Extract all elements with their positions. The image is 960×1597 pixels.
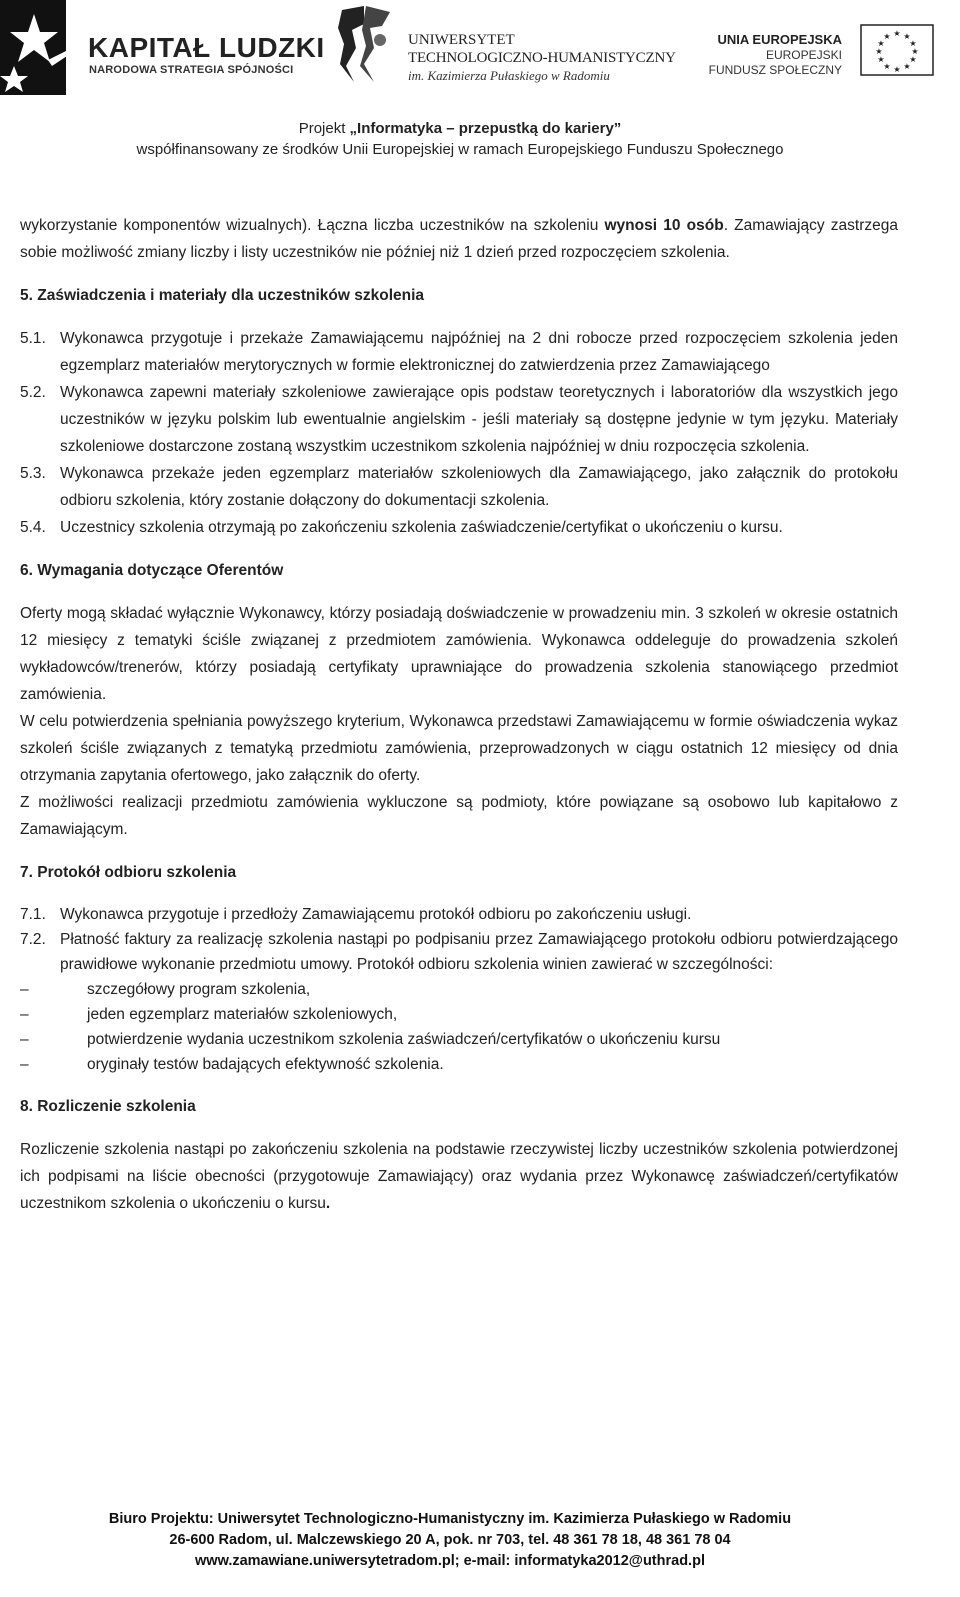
svg-text:★: ★	[883, 32, 891, 41]
list-item	[20, 460, 898, 514]
svg-text:★: ★	[893, 65, 901, 74]
eu-flag-icon	[860, 24, 934, 76]
item-text: Wykonawca przekaże jeden egzemplarz materiałów szkoleniowych dla Zamawiającego, jako załącznik do protokołu odbioru szkolenia, który zostanie dołączony do dokumentacji szkolenia.	[60, 465, 898, 509]
item-number: 5.2.	[20, 384, 46, 401]
item-number: 5.4.	[20, 519, 46, 536]
section-6-heading: 6. Wymagania dotyczące Oferentów	[20, 562, 284, 579]
section-8-text-end: .	[325, 1195, 331, 1212]
section-6-paragraph: Z możliwości realizacji przedmiotu zamówienia wykluczone są podmioty, które powiązane są osobowo lub kapitałowo z Zamawiającym.	[20, 794, 898, 838]
bullet-item	[20, 1002, 898, 1027]
list-item	[20, 379, 898, 460]
kapital-ludzki-title: KAPITAŁ LUDZKI	[88, 32, 325, 63]
university-name-line3: im. Kazimierza Pułaskiego w Radomiu	[408, 68, 610, 83]
section-7-heading: 7. Protokół odbioru szkolenia	[20, 864, 237, 881]
item-number: 5.3.	[20, 465, 46, 482]
item-text: Uczestnicy szkolenia otrzymają po zakończeniu szkolenia zaświadczenie/certyfikat o ukończeniu o kursu.	[60, 519, 783, 536]
eu-logo	[710, 20, 950, 90]
kapital-ludzki-emblem-icon	[0, 0, 78, 95]
list-item	[20, 514, 898, 541]
section-8-paragraph	[20, 1136, 898, 1217]
item-text: Wykonawca zapewni materiały szkoleniowe zawierające opis podstaw teoretycznych i laboratoriów dla wszystkich jego uczestników w języku polskim lub ewentualnie angielskim - jeśli materiały są dostępne jedynie w tym języku. Materiały szkoleniowe dostarczone zostaną wszystkim uczestnikom szkolenia najpóźniej w dniu rozpoczęcia szkolenia.	[60, 384, 898, 455]
item-text: Wykonawca przygotuje i przedłoży Zamawiającemu protokół odbioru po zakończeniu usługi.	[60, 906, 692, 923]
bullet-text: oryginały testów badających efektywność szkolenia.	[87, 1056, 444, 1073]
intro-text-b: . Zamawiający zastrzega sobie możliwość zmiany liczby i listy uczestników nie później niż 1 dzień przed rozpoczęciem szkolenia.	[20, 217, 899, 261]
dash-icon: –	[20, 1056, 29, 1073]
bullet-text: potwierdzenie wydania uczestnikom szkolenia zaświadczeń/certyfikatów o ukończeniu kursu	[87, 1031, 721, 1048]
project-prefix: Projekt	[298, 120, 350, 137]
letterhead	[0, 0, 960, 158]
list-item	[20, 927, 898, 977]
item-text: Wykonawca przygotuje i przekaże Zamawiającemu najpóźniej na 2 dni robocze przed rozpoczęciem szkolenia jeden egzemplarz materiałów merytorycznych w formie elektronicznej do zatwierdzenia przez Zamawiającego	[60, 330, 898, 374]
eu-line1: UNIA EUROPEJSKA	[717, 32, 842, 47]
uth-logo	[334, 4, 694, 84]
list-item	[20, 902, 898, 927]
svg-text:★: ★	[877, 55, 885, 64]
project-banner	[0, 118, 920, 160]
project-name: „Informatyka – przepustką do kariery”	[349, 120, 622, 137]
section-8-text: Rozliczenie szkolenia nastąpi po zakończeniu szkolenia na podstawie rzeczywistej liczby uczestników szkolenia potwierdzonej ich podpisami na liście obecności (przygotowuje Zamawiający) oraz wydania przez Wykonawcę zaświadczeń/certyfikatów uczestnikom szkolenia o ukończeniu o kursu	[20, 1141, 898, 1212]
university-name-line1: UNIWERSYTET	[408, 32, 515, 48]
svg-text:★: ★	[909, 39, 917, 48]
bullet-text: szczegółowy program szkolenia,	[87, 981, 311, 998]
svg-text:★: ★	[903, 32, 911, 41]
intro-text-bold: wynosi 10 osób	[604, 217, 724, 234]
bullet-text: jeden egzemplarz materiałów szkoleniowych,	[87, 1006, 398, 1023]
list-item	[20, 325, 898, 379]
item-text: Płatność faktury za realizację szkolenia nastąpi po podpisaniu przez Zamawiającego protokołu odbioru potwierdzającego prawidłowe wykonanie przedmiotu umowy. Protokół odbioru szkolenia winien zawierać w szczególności:	[60, 931, 898, 973]
footer-line1: Biuro Projektu: Uniwersytet Technologiczno-Humanistyczny im. Kazimierza Pułaskiego w Radomiu	[108, 1511, 792, 1527]
dash-icon: –	[20, 1031, 29, 1048]
kapital-ludzki-subtitle: NARODOWA STRATEGIA SPÓJNOŚCI	[89, 64, 294, 76]
section-6-paragraph: Oferty mogą składać wyłącznie Wykonawcy, którzy posiadają doświadczenie w prowadzeniu min. 3 szkoleń w okresie ostatnich 12 miesięcy z tematyki ściśle związanej z przedmiotem zamówienia. Wykonawca oddeleguje do prowadzenia szkoleń wykładowców/trenerów, którzy posiadają certyfikaty uprawniające do prowadzenia szkolenia stanowiącego przedmiot zamówienia.	[20, 605, 898, 703]
footer-line3: www.zamawiane.uniwersytetradom.pl; e-mail: informatyka2012@uthrad.pl	[195, 1553, 705, 1569]
project-cofunding: współfinansowany ze środków Unii Europejskiej w ramach Europejskiego Funduszu Społecznego	[136, 141, 784, 158]
university-emblem-icon	[334, 4, 396, 84]
footer	[0, 1509, 900, 1572]
bullet-item	[20, 1027, 898, 1052]
item-number: 5.1.	[20, 330, 46, 347]
eu-line2: EUROPEJSKI	[765, 48, 842, 62]
university-name-line2: TECHNOLOGICZNO-HUMANISTYCZNY	[408, 50, 676, 66]
intro-text-a: wykorzystanie komponentów wizualnych). Łączna liczba uczestników na szkoleniu	[20, 217, 605, 234]
svg-text:★: ★	[883, 62, 891, 71]
section-6-paragraph: W celu potwierdzenia spełniania powyższego kryterium, Wykonawca przedstawi Zamawiającemu w formie oświadczenia wykaz szkoleń ściśle związanych z tematyką przedmiotu zamówienia, przeprowadzonych w ciągu ostatnich 12 miesięcy od dnia otrzymania zapytania ofertowego, jako załącznik do oferty.	[20, 713, 898, 784]
section-8-heading: 8. Rozliczenie szkolenia	[20, 1098, 196, 1115]
svg-text:★: ★	[877, 39, 885, 48]
document-body	[20, 212, 898, 1217]
dash-icon: –	[20, 1006, 29, 1023]
item-number: 7.1.	[20, 906, 46, 923]
kapital-ludzki-logo	[0, 0, 325, 95]
bullet-item	[20, 1052, 898, 1077]
project-title	[0, 118, 920, 139]
intro-paragraph	[20, 212, 898, 266]
dash-icon: –	[20, 981, 29, 998]
svg-text:★: ★	[903, 62, 911, 71]
svg-text:★: ★	[911, 47, 919, 56]
section-5-heading: 5. Zaświadczenia i materiały dla uczestników szkolenia	[20, 287, 425, 304]
item-number: 7.2.	[20, 931, 46, 948]
svg-text:★: ★	[875, 47, 883, 56]
svg-text:★: ★	[893, 29, 901, 38]
footer-line2: 26-600 Radom, ul. Malczewskiego 20 A, pok. nr 703, tel. 48 361 78 18, 48 361 78 04	[169, 1532, 731, 1548]
svg-text:★: ★	[909, 55, 917, 64]
eu-line3: FUNDUSZ SPOŁECZNY	[708, 63, 842, 77]
bullet-item	[20, 977, 898, 1002]
